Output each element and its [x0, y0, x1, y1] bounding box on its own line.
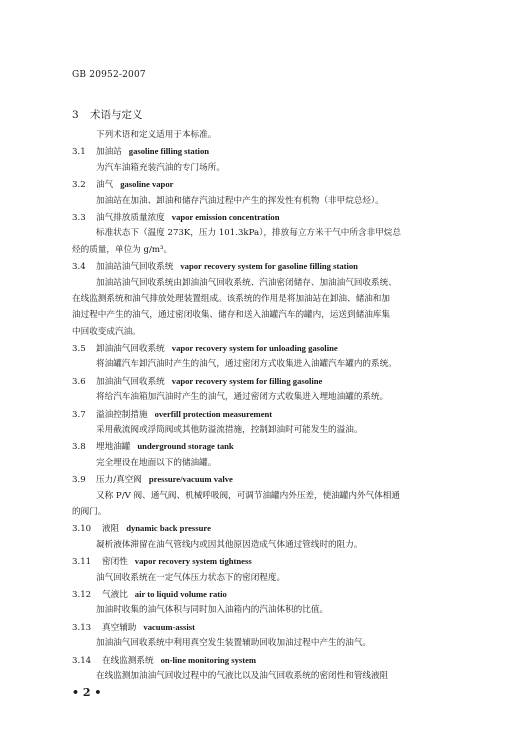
term-number: 3.12 — [72, 589, 92, 600]
term-heading — [72, 520, 450, 536]
term-definition-line: 中回收变成汽油。 — [72, 326, 141, 337]
term-chinese-name: 油气排放质量浓度 — [96, 212, 165, 223]
term-definition-line: 加油站在加油、卸油和储存汽油过程中产生的挥发性有机物（非甲烷总烃）。 — [96, 195, 384, 206]
term-number: 3.8 — [72, 442, 86, 453]
term-english-name: pressure/vacuum valve — [148, 474, 233, 485]
term-number: 3.13 — [72, 622, 92, 633]
section-title: 术语与定义 — [90, 109, 143, 121]
term-english-name: vapor recovery system for unloading gasoline — [171, 343, 338, 354]
term-chinese-name: 加油站油气回收系统 — [96, 262, 174, 273]
term-heading — [72, 209, 450, 225]
term-definition-line: 完全埋设在地面以下的储油罐。 — [96, 457, 217, 468]
term-definition-line: 为汽车油箱充装汽油的专门场所。 — [96, 162, 225, 173]
term-number: 3.2 — [72, 180, 86, 191]
term-heading — [72, 258, 450, 274]
term-english-name: gasoline vapor — [120, 179, 174, 190]
term-number: 3.6 — [72, 376, 86, 387]
term-number: 3.7 — [72, 409, 86, 420]
section-heading — [72, 107, 143, 122]
term-definition-line: 在线监测加油油气回收过程中的气液比以及油气回收系统的密闭性和管线液阻 — [96, 670, 389, 681]
term-english-name: vapor recovery system for filling gasoline — [171, 375, 323, 386]
term-chinese-name: 气液比 — [102, 589, 128, 600]
term-number: 3.10 — [72, 524, 92, 535]
term-definition-line: 油过程中产生的油气，通过密闭收集、储存和送入油罐汽车的罐内，运送到储油库集 — [72, 310, 390, 321]
term-heading — [72, 406, 450, 422]
term-definition-line: 的阀门。 — [72, 506, 107, 517]
term-heading — [72, 143, 450, 159]
term-english-name: on-line monitoring system — [160, 654, 257, 665]
term-definition-line: 油气回收系统在一定气体压力状态下的密闭程度。 — [96, 572, 286, 583]
term-number: 3.9 — [72, 475, 86, 486]
term-chinese-name: 卸油油气回收系统 — [96, 344, 165, 355]
term-definition-line: 采用截流阀或浮筒阀或其他防溢流措施，控制卸油时可能发生的溢油。 — [96, 425, 363, 436]
term-chinese-name: 油气 — [96, 180, 114, 191]
term-english-name: vapor recovery system for gasoline filling station — [180, 261, 358, 272]
term-number: 3.3 — [72, 212, 86, 223]
page-number: • 2 • — [72, 686, 102, 699]
term-definition-line: 在线监测系统和油气排放处理装置组成。该系统的作用是将加油站在卸油、储油和加 — [72, 293, 390, 304]
term-number: 3.11 — [72, 557, 92, 568]
standard-number-header: GB 20952-2007 — [72, 70, 146, 80]
term-heading — [72, 619, 450, 635]
term-english-name: vapor recovery system tightness — [134, 556, 252, 567]
term-english-name: air to liquid volume ratio — [134, 588, 227, 599]
term-heading — [72, 586, 450, 602]
term-heading — [72, 471, 450, 487]
term-definition-line: 标准状态下（温度 273K，压力 101.3kPa），排放每立方米干气中所含非甲烷总 — [96, 228, 401, 239]
term-english-name: vacuum-assist — [143, 621, 195, 632]
term-chinese-name: 溢油控制措施 — [96, 409, 148, 420]
term-chinese-name: 埋地油罐 — [96, 442, 131, 453]
term-number: 3.4 — [72, 262, 86, 273]
term-chinese-name: 加油站 — [96, 147, 122, 158]
intro-paragraph: 下列术语和定义适用于本标准。 — [96, 130, 217, 140]
term-english-name: dynamic back pressure — [126, 523, 211, 534]
term-definition-line: 将给汽车油箱加汽油时产生的油气，通过密闭方式收集进入埋地油罐的系统。 — [96, 392, 389, 403]
term-english-name: vapor emission concentration — [171, 211, 280, 222]
term-definition-line: 将油罐汽车卸汽油时产生的油气，通过密闭方式收集进入油罐汽车罐内的系统。 — [96, 359, 397, 370]
term-number: 3.5 — [72, 344, 86, 355]
term-english-name: overfill protection measurement — [154, 408, 273, 419]
term-definition-line: 烃的质量，单位为 g/m³。 — [72, 244, 173, 255]
term-definition-line: 又称 P/V 阀、通气阀、机械呼吸阀，可调节油罐内外压差，使油罐内外气体相通 — [96, 490, 400, 501]
term-heading — [72, 176, 450, 192]
term-chinese-name: 真空辅助 — [102, 622, 137, 633]
term-chinese-name: 加油油气回收系统 — [96, 376, 165, 387]
term-heading — [72, 340, 450, 356]
terms-content — [72, 127, 450, 684]
term-chinese-name: 液阻 — [102, 524, 120, 535]
term-chinese-name: 在线监测系统 — [102, 655, 154, 666]
term-heading — [72, 438, 450, 454]
term-definition-line: 加油时收集的油气体积与同时加入油箱内的汽油体积的比值。 — [96, 605, 329, 616]
term-definition-line: 加油站油气回收系统由卸油油气回收系统、汽油密闭储存、加油油气回收系统、 — [96, 277, 397, 288]
term-heading — [72, 553, 450, 569]
term-chinese-name: 密闭性 — [102, 557, 128, 568]
term-english-name: underground storage tank — [137, 441, 234, 452]
term-definition-line: 凝析液体滞留在油气管线内或因其他原因造成气体通过管线时的阻力。 — [96, 539, 363, 550]
term-definition-line: 加油油气回收系统中利用真空发生装置辅助回收加油过程中产生的油气。 — [96, 638, 372, 649]
section-number: 3 — [72, 109, 79, 121]
term-number: 3.1 — [72, 147, 86, 158]
term-heading — [72, 373, 450, 389]
term-number: 3.14 — [72, 655, 92, 666]
term-chinese-name: 压力/真空阀 — [96, 475, 142, 486]
term-heading — [72, 652, 450, 668]
term-english-name: gasoline filling station — [128, 146, 210, 157]
